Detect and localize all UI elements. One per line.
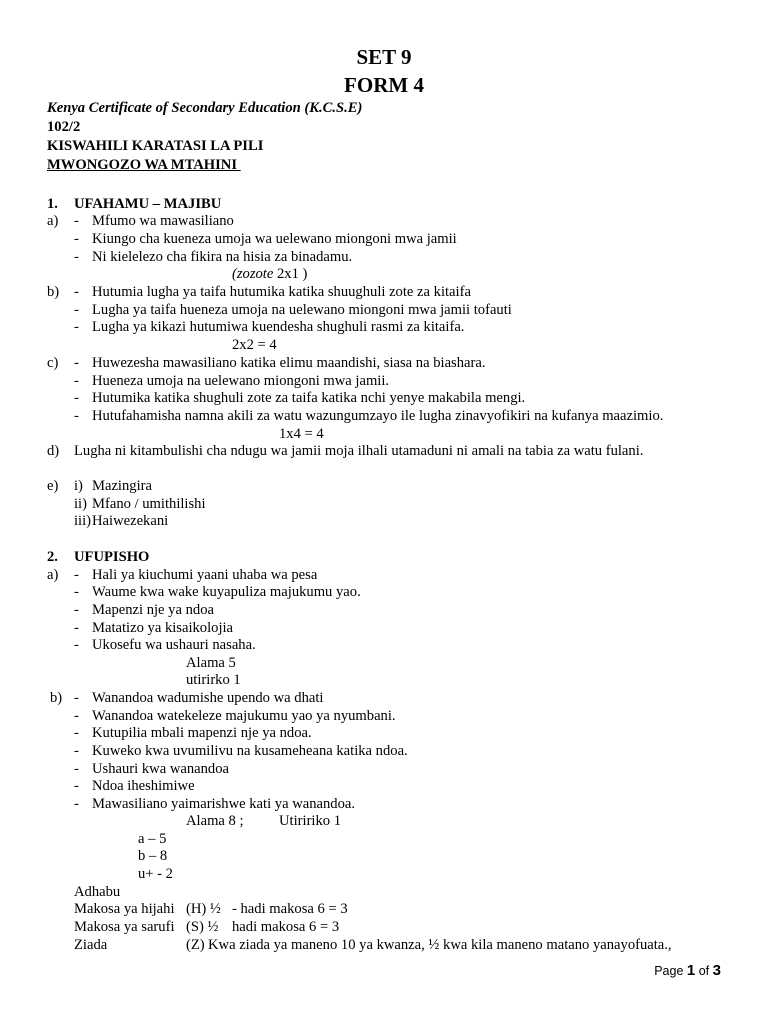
breakdown-item: a – 5	[138, 831, 167, 847]
form-title: FORM 4	[344, 73, 424, 97]
list-item: Hali ya kiuchumi yaani uhaba wa pesa	[92, 567, 318, 583]
dash: -	[74, 319, 79, 335]
exam-name: Kenya Certificate of Secondary Education (K.C.S.E)	[47, 100, 363, 116]
s2-b-utiririko: Utiririko 1	[279, 813, 342, 829]
list-item: Hueneza umoja na uelewano miongoni mwa jamii.	[92, 373, 390, 389]
list-marker: i)	[74, 478, 83, 494]
of-word: of	[698, 964, 710, 978]
list-marker: ii)	[74, 496, 87, 512]
dash: -	[74, 637, 79, 653]
s1-b-score: 2x2 = 4	[232, 337, 277, 353]
adhabu-text: hadi makosa 6 = 3	[232, 919, 340, 935]
s1-d-text: Lugha ni kitambulishi cha ndugu wa jamii moja ilhali utamaduni ni amali na tabia za watu fulani.	[74, 443, 644, 459]
list-item: Hutumika katika shughuli zote za taifa katika nchi yenye makabila mengi.	[92, 390, 526, 406]
dash: -	[74, 690, 79, 706]
section-2-title: UFUPISHO	[74, 549, 150, 565]
adhabu-code: (H) ½	[186, 901, 221, 917]
list-item: Ni kielelezo cha fikira na hisia za binadamu.	[92, 249, 353, 265]
breakdown-item: b – 8	[138, 848, 168, 864]
adhabu-title: Adhabu	[74, 884, 121, 900]
dash: -	[74, 249, 79, 265]
dash: -	[74, 213, 79, 229]
s2-a-alama: Alama 5	[186, 655, 236, 671]
list-item: Kutupilia mbali mapenzi nje ya ndoa.	[92, 725, 312, 741]
adhabu-code: (S) ½	[186, 919, 219, 935]
dash: -	[74, 390, 79, 406]
s2-b-alama: Alama 8 ;	[186, 813, 244, 829]
list-item: Wanandoa wadumishe upendo wa dhati	[92, 690, 324, 706]
list-item: Mapenzi nje ya ndoa	[92, 602, 214, 618]
dash: -	[74, 567, 79, 583]
dash: -	[74, 620, 79, 636]
page-footer	[654, 962, 721, 979]
list-item: Ushauri kwa wanandoa	[92, 761, 229, 777]
list-item: Lugha ya taifa hueneza umoja na uelewano miongoni mwa jamii tofauti	[92, 302, 512, 318]
list-item: Kiungo cha kueneza umoja wa uelewano miongoni mwa jamii	[92, 231, 457, 247]
list-item: Waume kwa wake kuyapuliza majukumu yao.	[92, 584, 361, 600]
dash: -	[74, 284, 79, 300]
section-1-title: UFAHAMU – MAJIBU	[74, 196, 222, 212]
dash: -	[74, 408, 79, 424]
list-item: Wanandoa watekeleze majukumu yao ya nyumbani.	[92, 708, 396, 724]
list-item: Mazingira	[92, 478, 152, 494]
adhabu-code: (Z)	[186, 937, 205, 953]
list-item: Matatizo ya kisaikolojia	[92, 620, 234, 636]
dash: -	[74, 708, 79, 724]
dash: -	[74, 796, 79, 812]
s2-b-label: b)	[50, 690, 63, 706]
adhabu-label: Makosa ya hijahi	[74, 901, 175, 917]
dash: -	[74, 761, 79, 777]
s2-a-label: a)	[47, 567, 59, 583]
adhabu-label: Ziada	[74, 937, 108, 953]
list-item: Mawasiliano yaimarishwe kati ya wanandoa.	[92, 796, 356, 812]
list-item: Hutufahamisha namna akili za watu wazungumzayo ile lugha zinavyofikiri na kufanya maazimio.	[92, 408, 664, 424]
adhabu-text: - hadi makosa 6 = 3	[232, 901, 348, 917]
dash: -	[74, 231, 79, 247]
s1-a-score: (zozote 2x1 )	[232, 266, 308, 282]
list-item: Hutumia lugha ya taifa hutumika katika shuughuli zote za kitaifa	[92, 284, 471, 300]
dash: -	[74, 584, 79, 600]
dash: -	[74, 602, 79, 618]
s1-c-score: 1x4 = 4	[279, 426, 324, 442]
dash: -	[74, 725, 79, 741]
s2-a-utiririko: utirirko 1	[186, 672, 241, 688]
list-item: Huwezesha mawasiliano katika elimu maandishi, siasa na biashara.	[92, 355, 486, 371]
s1-a-label: a)	[47, 213, 59, 229]
guide-title: MWONGOZO WA MTAHINI	[47, 157, 241, 173]
adhabu-text: Kwa ziada ya maneno 10 ya kwanza, ½ kwa kila maneno matano yanayofuata.,	[208, 937, 672, 953]
list-item: Ukosefu wa ushauri nasaha.	[92, 637, 256, 653]
dash: -	[74, 355, 79, 371]
breakdown-item: u+ - 2	[138, 866, 173, 882]
s1-e-label: e)	[47, 478, 59, 494]
subject-title: KISWAHILI KARATASI LA PILI	[47, 138, 264, 154]
page-number: 1	[686, 962, 696, 979]
list-item: Lugha ya kikazi hutumiwa kuendesha shughuli rasmi za kitaifa.	[92, 319, 465, 335]
dash: -	[74, 778, 79, 794]
list-item: Mfumo wa mawasiliano	[92, 213, 234, 229]
paper-code: 102/2	[47, 119, 81, 135]
s1-d-label: d)	[47, 443, 60, 459]
dash: -	[74, 373, 79, 389]
list-marker: iii)	[74, 513, 92, 529]
adhabu-label: Makosa ya sarufi	[74, 919, 175, 935]
section-1-number: 1.	[47, 196, 58, 212]
section-2-number: 2.	[47, 549, 58, 565]
page-word: Page	[654, 964, 684, 978]
s1-b-label: b)	[47, 284, 60, 300]
list-item: Ndoa iheshimiwe	[92, 778, 195, 794]
list-item: Haiwezekani	[92, 513, 169, 529]
s1-c-label: c)	[47, 355, 59, 371]
dash: -	[74, 302, 79, 318]
list-item: Mfano / umithilishi	[92, 496, 206, 512]
page-total: 3	[712, 962, 721, 979]
dash: -	[74, 743, 79, 759]
list-item: Kuweko kwa uvumilivu na kusameheana katika ndoa.	[92, 743, 408, 759]
set-title: SET 9	[356, 45, 412, 69]
